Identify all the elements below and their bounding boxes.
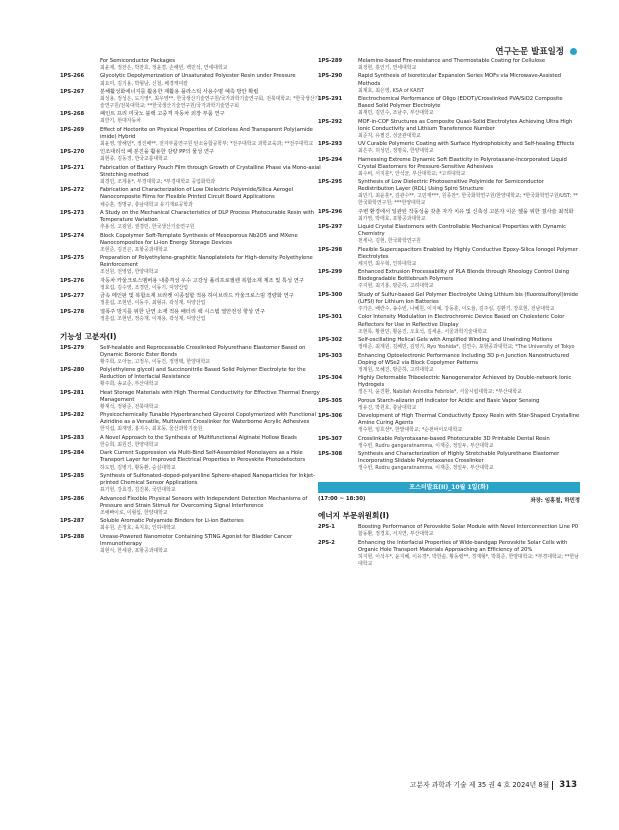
entry-body (100, 111, 322, 125)
entry-authors: 주가은, 배란수, 송수빈, 나혜원, 이지예, 강동훈, 이도율, 김주심, 김환기, 장호현, 전남대학교 (358, 306, 555, 313)
entry-title: Poly(ethylene glycol) and Succinonitrile Based Solid Polymer Electrolyte for the Reduction of Interfacial Resistance (100, 367, 306, 381)
entry-title: Enhancing Optoelectronic Performance Including 3D p-n Junction Nanostructured Doping of WSe2 via Block Copolymer Patterns (358, 352, 569, 366)
abstract-entry (60, 255, 322, 276)
entry-code: 1PS-286 (60, 495, 85, 502)
entry-title: Enhancing the Interfacial Properties of Wide-bandgap Perovskite Solar Cells with Organic Hole Transport Materials Approaching an Efficiency of 20% (358, 539, 568, 553)
entry-code: 1PS-289 (318, 58, 343, 64)
entry-body (100, 473, 322, 494)
entry-authors: 정은지, 윤진환, Nabilah Anindita Febriola*, 서울시립대학교; *부산대학교 (358, 389, 522, 396)
entry-title: Study of Sulfur-based Gel Polymer Electrolyte Using Lithium bis (fluorosulfonyl)imide (LiFSI) for Lithium Ion Batteries (358, 291, 579, 305)
header-title: 연구논문 발표일정 (495, 47, 565, 57)
abstract-entry (318, 209, 580, 223)
entry-body (100, 210, 322, 231)
entry-title: Electrochemical Performance of Oligo (EDOT)/Crosslinked PVA/SiO2 Composite Based Solid Polymer Electrolyte (358, 96, 563, 110)
entry-code: 1PS-273 (60, 209, 85, 216)
entry-authors: 정효섭, 김수영, 조경민, 이동기, 덕양산업 (100, 284, 189, 291)
entry-authors: 허지현, 이석우*, 윤지혜, 이유경*, 박한솔, 황동렬**, 경재형*, 박희준, 한양대학교; *부경대학교; **한남대학교 (358, 553, 579, 567)
entry-authors: 최현식, 한세광, 포항공과대학교 (100, 547, 168, 554)
entry-body (358, 353, 580, 374)
right-entries-bottom (318, 524, 580, 567)
abstract-entry (318, 292, 580, 313)
page-header (495, 45, 577, 57)
entry-code: 1PS-291 (318, 96, 343, 103)
entry-body (100, 127, 322, 148)
entry-authors: 정수빈, Rudru gangaratnamma, 이재준, 정일두, 부산대학교 (358, 465, 494, 472)
entry-authors: 정태준, 최재원, 김혜민, 김영기, Ryo Yoshida*, 김연수, 포항공과대학교; *The University of Tokyo (358, 344, 575, 351)
entry-authors: 천세나, 김현, 한국화학연구원 (358, 238, 421, 245)
entry-code: 1PS-276 (60, 277, 85, 284)
entry-code: 1PS-272 (60, 187, 85, 194)
entry-body (358, 314, 580, 335)
entry-authors: 채승훈, 정명규, 충남대학교 유기재료공학과 (100, 201, 193, 208)
abstract-entry (60, 73, 322, 87)
session-time-row (318, 496, 580, 504)
entry-body (100, 518, 322, 532)
entry-code: 1PS-278 (60, 308, 85, 315)
entry-title: Boosting Performance of Perovskite Solar Module with Novel Interconnection Line P0 (358, 524, 579, 531)
abstract-entry (318, 73, 580, 94)
entry-body (100, 309, 322, 323)
entry-authors: 황주희, 오아늘, 고정우, 이동건, 정영택, 한양대학교 (100, 358, 211, 365)
entry-authors: 정훈섭, 조현빈, 이동주, 최형규, 곽성계, 덕양산업 (100, 300, 206, 307)
entry-code: 1PS-298 (318, 246, 343, 253)
entry-title: 폐인트 프리 미국노 블랙 고중격 자동차 외장 부품 연구 (100, 111, 225, 118)
entry-title: Harnessing Extreme Dynamic Soft Elasticity in Polyrotaxane-Incorporated Liquid Crystal Elastomers for Pressure-Sensitive Adhesives (358, 156, 567, 170)
entry-body (358, 96, 580, 117)
entry-code: 1PS-284 (60, 450, 85, 457)
entry-body (358, 375, 580, 396)
entry-body (358, 119, 580, 140)
entry-title: 금속 메인판 및 복합소재 브라켓 이종접합 적용 하이브리드 카울크로스빔 경량화 연구 (100, 293, 294, 300)
entry-authors: 최가영, 박태호, 포항공과대학교 (358, 215, 426, 222)
entry-title: Rapid Synthesis of Isoreticular Expansion Series MOFs via Microwave-Assisted Methods (358, 73, 561, 87)
page-number: 313 (559, 780, 577, 790)
entry-code: 1PS-279 (60, 344, 85, 351)
entry-title: Preparation of Polyethylene-graphitic Nanoplatelets for High-density Polyethylene Reinforcement (100, 255, 313, 269)
entry-title: Self-oscillating Helical Gels with Amplified Winding and Unwinding Motions (358, 337, 553, 344)
entry-title: Liquid Crystal Elastomers with Controllable Mechanical Properties with Dynamic Chemistry (358, 224, 566, 238)
entry-title: Synthesis of Sulfonated-doped-polyaniline Sphere-shaped Nanoparticles for Inkjet-printed Chemical Sensor Applications (100, 472, 315, 487)
entry-authors: 최준지, 유필진, 성균관대학교 (358, 132, 421, 139)
entry-code: 1PS-297 (318, 224, 343, 231)
abstract-entry (318, 119, 580, 140)
entry-title: Enhanced Extrusion Processability of PLA Blends through Rheology Control Using Biodegradable Bottlebrush Polymers (358, 269, 570, 283)
entry-code: 1PS-293 (318, 141, 343, 148)
entry-authors: 한승희, 최원진, 한양대학교 (100, 441, 159, 448)
entry-code: 1PS-304 (318, 375, 343, 382)
entry-code: 1PS-271 (60, 164, 85, 171)
entry-body (358, 209, 580, 223)
entry-title: Color Intensity Modulation in Electrochromic Device Based on Cholesteric Color Reflectors for Use in Reflective Display (358, 314, 565, 328)
entry-title: Physicochemically Tunable Hyperbranched Glycerol Copolymerized with Functional Aziridine as a Versatile, Multivalent Crosslinker for Waterborne Acrylic Adhesives (100, 412, 316, 426)
entry-code: 1PS-277 (60, 293, 85, 300)
entry-title: Heat Storage Materials with High Thermal Conductivity for Effective Thermal Energy Management (100, 389, 320, 403)
entry-body (100, 450, 322, 471)
abstract-entry (60, 233, 322, 254)
entry-title: Flexible Supercapacitors Enabled by Highly Conductive Epoxy-Silica Ionogel Polymer Electrolytes (358, 246, 578, 260)
entry-title: Urease-Powered Nanomotor Containing STING Agonist for Bladder Cancer Immunotherapy (100, 533, 293, 547)
entry-authors: 표기현, 강효경, 김진봉, 국민대학교 (100, 487, 176, 494)
entry-title: MOF-in-COF Structures as Composite Quasi-Solid Electrolytes Achieving Ultra High Ionic Conductivity and Lithium Transference Number (358, 118, 573, 132)
entry-body (100, 73, 322, 87)
session-chair: 좌장: 임홍철, 하민정 (530, 498, 580, 505)
entry-body (358, 157, 580, 178)
entry-body (358, 451, 580, 472)
entry-code: 1PS-269 (60, 126, 85, 133)
entry-code: 1PS-268 (60, 111, 85, 118)
entry-body (100, 58, 322, 72)
entry-authors: 정수현, 임호선*, 한밭대학교; *순천바이오대학교 (358, 427, 463, 434)
abstract-entry (318, 524, 580, 538)
entry-code: 1PS-301 (318, 314, 343, 321)
entry-code: 1PS-296 (318, 208, 343, 215)
entry-code: 1PS-292 (318, 118, 343, 125)
section-heading-functional-polymer: 기능성 고분자(I) (60, 331, 117, 341)
abstract-entry (60, 367, 322, 388)
page-footer (410, 779, 577, 790)
abstract-entry (318, 436, 580, 450)
entry-body (358, 398, 580, 412)
entry-body (358, 337, 580, 351)
entry-code: 1PS-300 (318, 291, 343, 298)
entry-body (100, 412, 322, 433)
abstract-entry (60, 309, 322, 323)
abstract-entry (60, 210, 322, 231)
entry-code (60, 58, 100, 72)
entry-authors: 최요미, 김기용, 박형남, 신철, 배경케미칼 (100, 80, 189, 87)
entry-body (100, 149, 322, 163)
entry-code: 1PS-303 (318, 352, 343, 359)
abstract-entry (60, 293, 322, 307)
entry-authors: 정재원, 모혜진, 방준하, 고려대학교 (358, 366, 434, 373)
entry-code: 1PS-307 (318, 435, 343, 442)
entry-authors: 최민기, 최윤훈*, 김관수**, 고민재***, 원종찬*, 한국화학연구원/한양대학교; *한국화학연구원/UST; **한국화학연구원; ***한양대학교 (358, 193, 579, 207)
entry-authors: 함동환, 정경호, 서지연, 부산대학교 (358, 531, 434, 538)
entry-title: Soluble Aromatic Polyamide Binders for Li-ion Batteries (100, 518, 244, 525)
entry-code: 1PS-275 (60, 255, 85, 262)
entry-body (358, 292, 580, 313)
abstract-entry (318, 58, 580, 72)
entry-code: 1PS-308 (318, 451, 343, 458)
abstract-entry (60, 278, 322, 292)
entry-title: 인조대리석 폐 분진을 활용한 감량 PP의 물성 연구 (100, 149, 214, 156)
entry-title: Crosslinkable Polyrotaxane-based Photocurable 3D Printable Dental Resin (358, 435, 550, 442)
entry-authors: 하도헌, 김병기, 황동환, 숭실대학교 (100, 464, 176, 471)
entry-code: 1PS-288 (60, 533, 85, 540)
entry-authors: 주지현, 최기홍, 방준하, 고려대학교 (358, 283, 434, 290)
entry-authors: 조선원, 전영엽, 한양대학교 (100, 269, 159, 276)
entry-authors: 황재석, 정왕준, 전북대학교 (100, 403, 159, 410)
right-entries-top (318, 58, 580, 472)
entry-body (100, 496, 322, 517)
entry-title: Effect of Hectorite on Physical Properties of Colorless And Transparent Poly(amide imide) Hybrid (100, 126, 313, 140)
entry-body (100, 435, 322, 449)
entry-code: 1PS-285 (60, 472, 85, 479)
abstract-entry (318, 337, 580, 351)
entry-code: 1PS-270 (60, 149, 85, 156)
abstract-entry (318, 540, 580, 568)
entry-body (358, 540, 580, 568)
abstract-entry (60, 165, 322, 186)
entry-authors: 채지연, 최우혁, 인하대학교 (358, 260, 417, 267)
entry-body (100, 233, 322, 254)
entry-title: Self-healable and Reprocessable Crosslinked Polyurethane Elastomer Based on Dynamic Boronic Ester Bonds (100, 344, 306, 358)
entry-authors: 정수빈, Rudru gangaratnamma, 이재준, 정일두, 부산대학교 (358, 442, 494, 449)
abstract-entry (318, 269, 580, 290)
entry-code: 1PS-306 (318, 413, 343, 420)
abstract-entry (60, 534, 322, 555)
entry-authors: 조현록, 황현민, 황윤진, 오효석, 김세윤, 서울과학기술대학교 (358, 328, 487, 335)
abstract-entry (318, 141, 580, 155)
entry-authors: 황주희, 송교준, 부산대학교 (100, 381, 159, 388)
left-entries-top (60, 58, 322, 323)
abstract-entry (60, 345, 322, 366)
section-heading-energy: 에너지 부문위원회(I) (318, 511, 390, 521)
entry-authors: 최한기, 현대자동차 (100, 118, 141, 125)
entry-authors: 한지섭, 최재영, 홍지수, 최호동, 울산과학기술원 (100, 426, 203, 433)
poster-session-banner: 포스터발표(II)_10월 1일(화) (318, 482, 580, 493)
entry-body (100, 534, 322, 555)
entry-title: Melamine-based Fire-resistance and Thermostable Coating for Cellulose (358, 58, 546, 64)
entry-code: 1PS-281 (60, 389, 85, 396)
entry-body (358, 436, 580, 450)
left-entries-bottom (60, 345, 322, 555)
entry-authors: 최은주, 허성민, 정명욱, 한양대학교 (358, 148, 434, 155)
entry-title: 주변 환경에서 일관된 작동성을 갖춘 자가 치유 및 신축성 고분자 이온 젤을 위한 결사슬 최적화 (358, 208, 574, 215)
abstract-entry (60, 187, 322, 208)
entry-code: 1PS-294 (318, 156, 343, 163)
entry-authors: 정유진, 박원호, 충남대학교 (358, 404, 417, 411)
entry-body (100, 345, 322, 366)
abstract-entry (318, 247, 580, 268)
abstract-entry (60, 473, 322, 494)
entry-body (100, 187, 322, 208)
journal-info: 고분자 과학과 기술 제 35 권 4 호 2024년 8월 (409, 781, 550, 789)
entry-title: 자동차 카울크로스멤버용 내충격성 우수 고강성 폴리프로필렌 복합소재 제조 및 특성 연구 (100, 277, 304, 284)
entry-body (100, 89, 322, 110)
entry-title: Synthesis of Low Dielectric Photosensitive Polyimide for Semiconductor Redistribution Layer (RDL) Using Spiro Structure (358, 179, 544, 193)
entry-authors: 최수비, 서지훈*, 안석균, 부산대학교; *고려대학교 (358, 170, 466, 177)
entry-body (358, 141, 580, 155)
abstract-entry (318, 353, 580, 374)
entry-title: A Novel Approach to the Synthesis of Multifunctional Alginate Hollow Beads (100, 434, 297, 441)
abstract-entry (60, 518, 322, 532)
abstract-entry (60, 435, 322, 449)
abstract-entry (60, 412, 322, 433)
entry-authors: 조예빠이로, 이형섭, 한양대학교 (100, 509, 168, 516)
entry-code: 2PS-1 (318, 524, 335, 531)
entry-title: A Study on the Mechanical Characteristics of DLP Process Photocurable Resin with Temperature Variation (100, 209, 314, 224)
entry-title: Porous Starch-alizarin pH Indicator for Acidic and Basic Vapor Sensing (358, 397, 540, 404)
abstract-entry (318, 314, 580, 335)
entry-body (358, 58, 580, 72)
entry-code: 1PS-267 (60, 88, 85, 95)
entry-code: 1PS-266 (60, 73, 85, 80)
entry-authors: 최제호, 최은영, KSA of KAIST (358, 87, 425, 94)
entry-authors: 최정현, 홍인기, 연세대학교 (358, 65, 417, 72)
abstract-entry (318, 413, 580, 434)
entry-body (100, 165, 322, 186)
abstract-entry (60, 127, 322, 148)
entry-code: 1PS-302 (318, 337, 343, 344)
entry-title: Dark Current Suppression via Multi-Bind Self-Assembled Monolayers as a Hole Transport Layer for Improved Electrical Properties in Perovskite Photodetectors (100, 450, 306, 464)
entry-title: Glycolytic Depolymerization of Unsaturated Polyester Resin under Pressure (100, 73, 296, 80)
entry-title: Development of High Thermal Conductivity Epoxy Resin with Star-Shaped Crystalline Amine Curing Agents (358, 413, 580, 427)
entry-authors: 최현종, 김동경, 한국교통대학교 (100, 156, 168, 163)
abstract-entry (318, 224, 580, 245)
entry-authors: 최윤제, 정찬은, 박찬호, 정윤경, 손해빈, 백민석, 연세대학교 (100, 65, 228, 72)
entry-authors: 최경민, 조제용*, 부경대학교; *부경대학교 공업화학과 (100, 178, 216, 185)
abstract-entry (318, 375, 580, 396)
right-column (318, 58, 580, 569)
entry-code: 1PS-287 (60, 518, 85, 525)
entry-body (100, 293, 322, 307)
entry-body (358, 269, 580, 290)
entry-title: For Semiconductor Packages (100, 58, 175, 64)
entry-code: 2PS-2 (318, 539, 335, 546)
entry-code: 1PS-305 (318, 397, 343, 404)
entry-body (358, 413, 580, 434)
abstract-entry (318, 96, 580, 117)
entry-authors: 최성용, 정성은, 도기영*, 최우영**, 한국생산기술연구원/국가과학기술연구회, 전북대학교; *한국생산기술연구원/전북대학교; **한국생산기술연구원/국가과학기술연구회 (100, 96, 320, 109)
entry-authors: 최재민, 김민수, 조남주, 부산대학교 (358, 110, 434, 117)
abstract-entry (60, 390, 322, 411)
entry-title: 열폭주 방지를 위한 난연 소재 적용 배터리 팩 시스템 열안전성 향상 연구 (100, 308, 265, 315)
entry-title: Fabrication of Battery Pouch Film through Growth of Crystalline Phase via Mono-axial Stretching method (100, 164, 321, 178)
entry-code: 1PS-280 (60, 367, 85, 374)
session-time: (17:00 ~ 18:30) (318, 496, 366, 503)
entry-authors: 최윤영, 양해민*, 정진배**, 전자부품연구원 탄소융합공학부; *전주대학교 과학교육과; **전주대학교 (100, 140, 314, 147)
abstract-entry (318, 398, 580, 412)
abstract-entry (60, 450, 322, 471)
entry-authors: 최유원, 손정호, 육지호, 인하대학교 (100, 525, 176, 532)
abstract-entry (60, 496, 322, 517)
entry-title: Advanced Flexible Physical Sensors with Independent Detection Mechanisms of Pressure and Strain Stimuli for Overcoming Signal Interference (100, 495, 308, 509)
entry-code: 1PS-299 (318, 269, 343, 276)
footer-divider (552, 781, 553, 790)
entry-code: 1PS-282 (60, 412, 85, 419)
abstract-entry (60, 89, 322, 110)
abstract-entry (60, 149, 322, 163)
abstract-entry (60, 58, 322, 72)
entry-body (358, 179, 580, 207)
entry-authors: 조현준, 김진곤, 포항공과대학교 (100, 246, 168, 253)
entry-code: 1PS-295 (318, 179, 343, 186)
entry-authors: 추용성, 고광원, 권경민, 한국생산기술연구원 (100, 224, 195, 231)
entry-code: 1PS-290 (318, 73, 343, 80)
entry-title: Synthesis and Characterization of Highly Stretchable Polyurethane Elastomer Incorporating Slidable Polyrotaxanes Crosslinker (358, 451, 560, 465)
abstract-entry (318, 451, 580, 472)
entry-title: Block Copolymer Soft-Template Synthesis of Mesoporous Nb2O5 and MXene Nanocomposites for Li-ion Energy Storage Devices (100, 232, 298, 246)
entry-code: 1PS-283 (60, 434, 85, 441)
entry-body (358, 247, 580, 268)
entry-body (100, 278, 322, 292)
entry-title: 분해활성화에너지를 활용한 재활용 플라스틱 사용수명 예측 방안 확립 (100, 88, 259, 95)
entry-title: Highly Deformable Triboelectric Nanogenerator Achieved by Double-network Ionic Hydrogels (358, 375, 572, 389)
entry-body (100, 390, 322, 411)
entry-body (358, 524, 580, 538)
entry-authors: 정훈섭, 조현빈, 정승재, 이재용, 곽성계, 덕양산업 (100, 315, 206, 322)
abstract-entry (60, 111, 322, 125)
entry-title: UV Curable Polymeric Coating with Surface Hydrophobicity and Self-healing Effects (358, 141, 575, 148)
entry-body (100, 367, 322, 388)
entry-body (358, 224, 580, 245)
left-column (60, 58, 322, 556)
entry-body (100, 255, 322, 276)
abstract-entry (318, 157, 580, 178)
entry-body (358, 73, 580, 94)
bullet-dot-icon (570, 48, 577, 55)
abstract-entry (318, 179, 580, 207)
entry-code: 1PS-274 (60, 232, 85, 239)
entry-title: Fabrication and Characterization of Low Dielectric Polyimide/Silica Aerogel Nanocomposite Films for Flexible Printed Circuit Board Applications (100, 187, 294, 201)
